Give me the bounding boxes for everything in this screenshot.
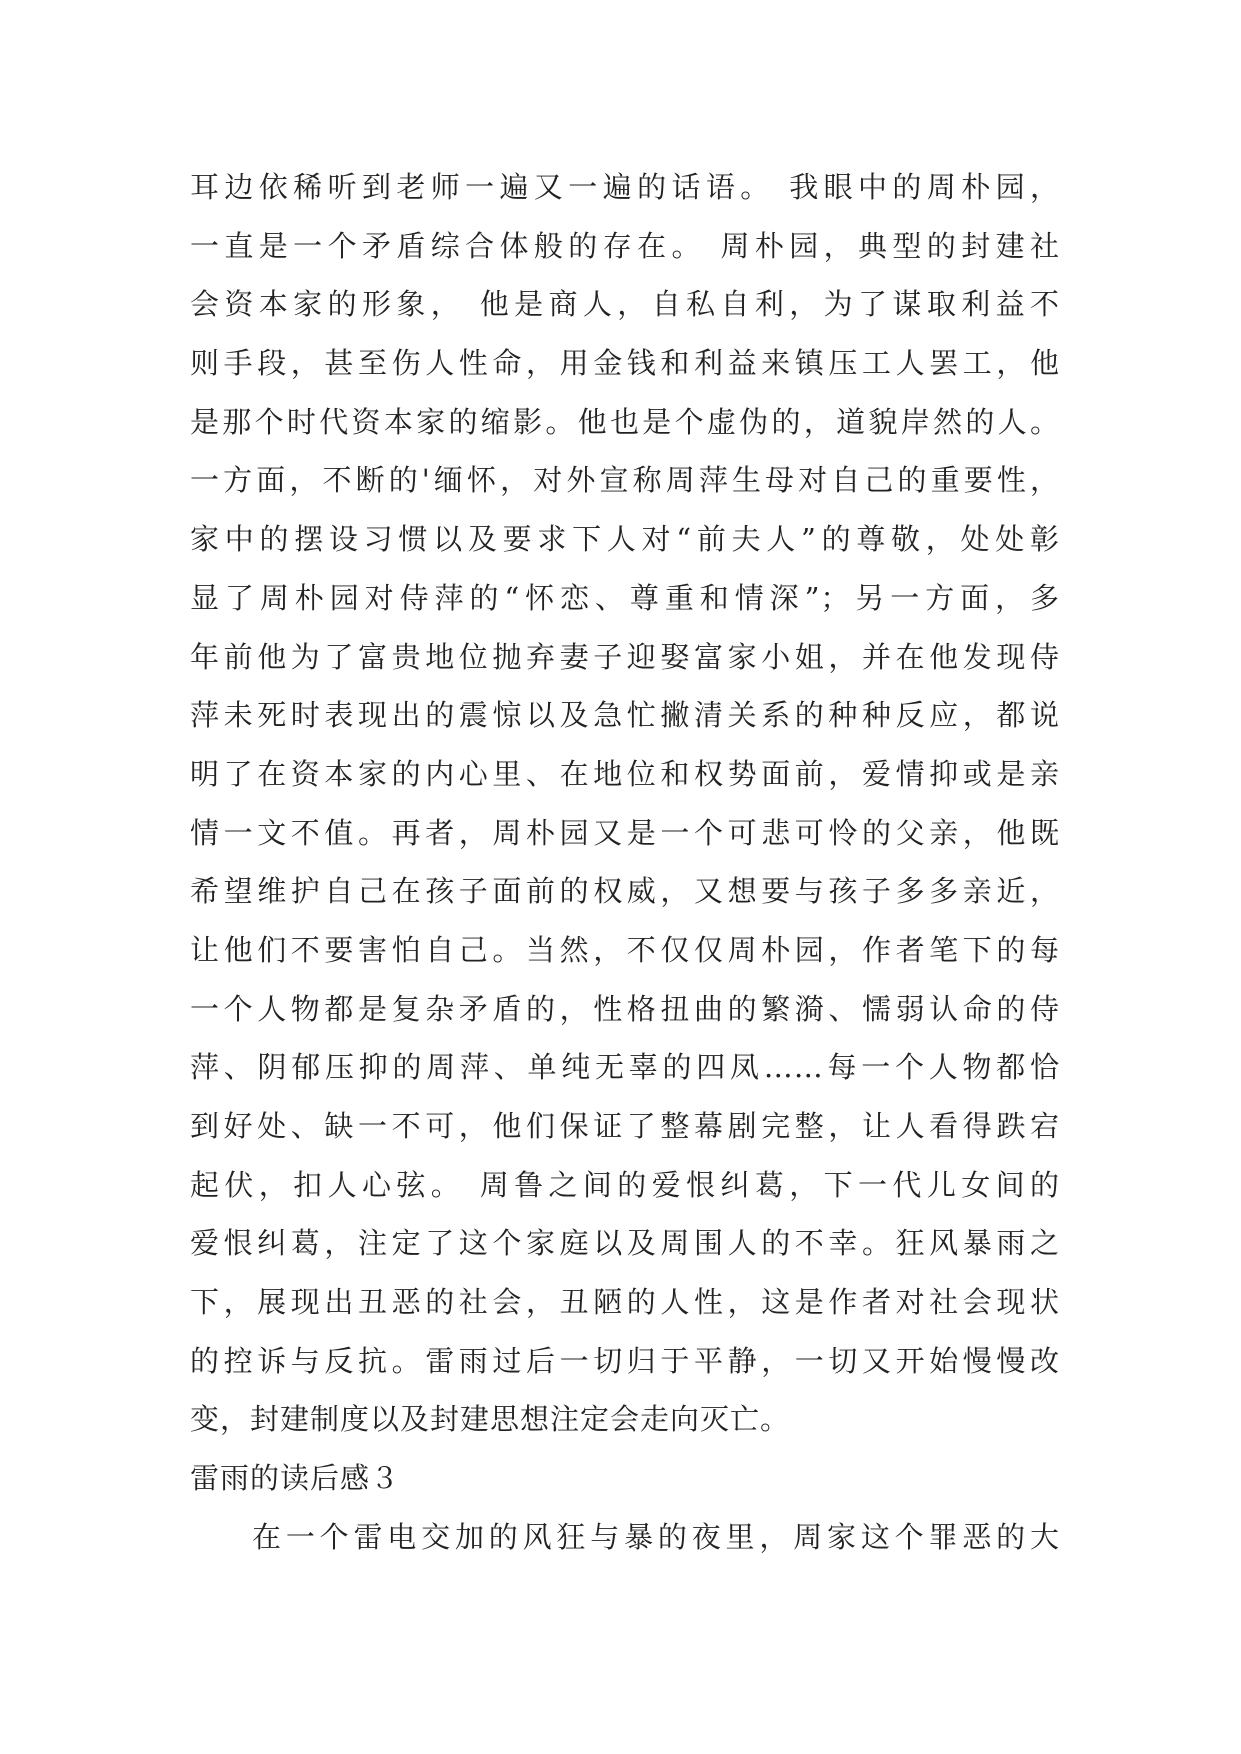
paragraph-line: 会资本家的形象， 他是商人，自私自利，为了谋取利益不 bbox=[190, 287, 1060, 322]
paragraph-line: 年前他为了富贵地位抛弃妻子迎娶富家小姐，并在他发现侍 bbox=[190, 639, 1060, 674]
paragraph-line-last: 变，封建制度以及封建思想注定会走向灭亡。 bbox=[190, 1402, 791, 1437]
paragraph-line: 情一文不值。再者，周朴园又是一个可悲可怜的父亲，他既 bbox=[190, 815, 1060, 850]
paragraph-line: 萍、阴郁压抑的周萍、单纯无辜的四凤……每一个人物都恰 bbox=[190, 1050, 1060, 1085]
paragraph-line: 的控诉与反抗。雷雨过后一切归于平静，一切又开始慢慢改 bbox=[190, 1343, 1060, 1378]
paragraph-line: 萍未死时表现出的震惊以及急忙撇清关系的种种反应，都说 bbox=[190, 698, 1060, 733]
paragraph-line: 让他们不要害怕自己。当然，不仅仅周朴园，作者笔下的每 bbox=[190, 932, 1060, 967]
paragraph-line: 一直是一个矛盾综合体般的存在。 周朴园，典型的封建社 bbox=[190, 228, 1060, 263]
paragraph-line: 到好处、缺一不可，他们保证了整幕剧完整，让人看得跌宕 bbox=[190, 1109, 1060, 1143]
paragraph-line: 爱恨纠葛，注定了这个家庭以及周围人的不幸。狂风暴雨之 bbox=[190, 1226, 1060, 1261]
paragraph-line: 显了周朴园对侍萍的“怀恋、尊重和情深”；另一方面，多 bbox=[190, 580, 1060, 615]
paragraph-line: 下，展现出丑恶的社会，丑陋的人性，这是作者对社会现状 bbox=[190, 1285, 1060, 1320]
paragraph-line: 耳边依稀听到老师一遍又一遍的话语。 我眼中的周朴园， bbox=[190, 170, 1060, 204]
paragraph-line: 则手段，甚至伤人性命，用金钱和利益来镇压工人罢工，他 bbox=[190, 346, 1060, 381]
next-paragraph-line: 在一个雷电交加的风狂与暴的夜里，周家这个罪恶的大 bbox=[252, 1519, 1060, 1554]
paragraph-line: 起伏，扣人心弦。 周鲁之间的爱恨纠葛，下一代儿女间的 bbox=[190, 1167, 1060, 1202]
section-heading: 雷雨的读后感３ bbox=[190, 1461, 401, 1496]
essay-body bbox=[190, 158, 1060, 1567]
paragraph-line: 一方面，不断的'缅怀，对外宣称周萍生母对自己的重要性， bbox=[190, 463, 1060, 498]
paragraph-line: 一个人物都是复杂矛盾的，性格扭曲的繁漪、懦弱认命的侍 bbox=[190, 991, 1060, 1026]
paragraph-line: 家中的摆设习惯以及要求下人对“前夫人”的尊敬，处处彰 bbox=[190, 522, 1060, 557]
paragraph-line: 是那个时代资本家的缩影。他也是个虚伪的，道貌岸然的人。 bbox=[190, 404, 1060, 439]
paragraph-line: 明了在资本家的内心里、在地位和权势面前，爱情抑或是亲 bbox=[190, 756, 1060, 791]
paragraph-line: 希望维护自己在孩子面前的权威，又想要与孩子多多亲近， bbox=[190, 874, 1060, 909]
